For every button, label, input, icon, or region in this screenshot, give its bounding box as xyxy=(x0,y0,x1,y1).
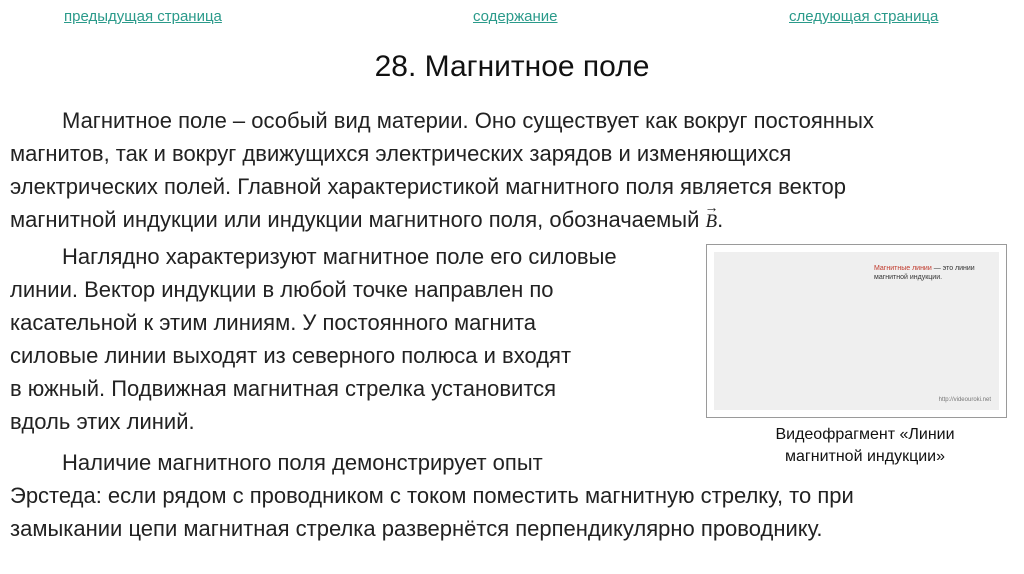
text-line: вдоль этих линий. xyxy=(10,409,195,434)
text-line: . xyxy=(717,207,724,232)
text-line: замыкании цепи магнитная стрелка развернётся перпендикулярно проводнику. xyxy=(10,516,823,541)
video-caption: Видеофрагмент «Линии магнитной индукции» xyxy=(775,426,955,465)
text-line: электрических полей. Главной характеристикой магнитного поля является вектор xyxy=(10,174,847,199)
text-line: линии. Вектор индукции в любой точке направлен по xyxy=(10,277,554,302)
next-page-link[interactable]: следующая страница xyxy=(789,8,939,25)
video-frame[interactable] xyxy=(714,252,999,410)
text-line: касательной к этим линиям. У постоянного магнита xyxy=(10,310,536,335)
paragraph-field-lines xyxy=(10,240,710,438)
video-frame-text: Магнитные линии — это линии магнитной индукции. xyxy=(874,265,975,281)
text-line: Магнитное поле – особый вид материи. Оно существует как вокруг постоянных xyxy=(62,108,874,133)
text-line: в южный. Подвижная магнитная стрелка установится xyxy=(10,376,557,401)
contents-link[interactable]: содержание xyxy=(473,8,558,25)
vector-arrow-icon: → xyxy=(704,201,719,216)
video-fragment[interactable] xyxy=(706,244,1007,418)
text-line: Эрстеда: если рядом с проводником с током поместить магнитную стрелку, то при xyxy=(10,483,854,508)
text-line: силовые линии выходят из северного полюса и входят xyxy=(10,343,572,368)
paragraph-definition xyxy=(10,104,1020,238)
previous-page-link[interactable]: предыдущая страница xyxy=(64,8,222,25)
text-line: Наличие магнитного поля демонстрирует опыт xyxy=(62,450,543,475)
text-line: Наглядно характеризуют магнитное поле его силовые xyxy=(62,244,617,269)
text-line: магнитной индукции или индукции магнитного поля, обозначаемый xyxy=(10,207,700,232)
text-line: магнитов, так и вокруг движущихся электрических зарядов и изменяющихся xyxy=(10,141,792,166)
video-watermark-url: http://videouroki.net xyxy=(938,397,991,403)
page-title: 28. Магнитное поле xyxy=(374,50,650,83)
vector-b-symbol: → B xyxy=(706,205,718,238)
